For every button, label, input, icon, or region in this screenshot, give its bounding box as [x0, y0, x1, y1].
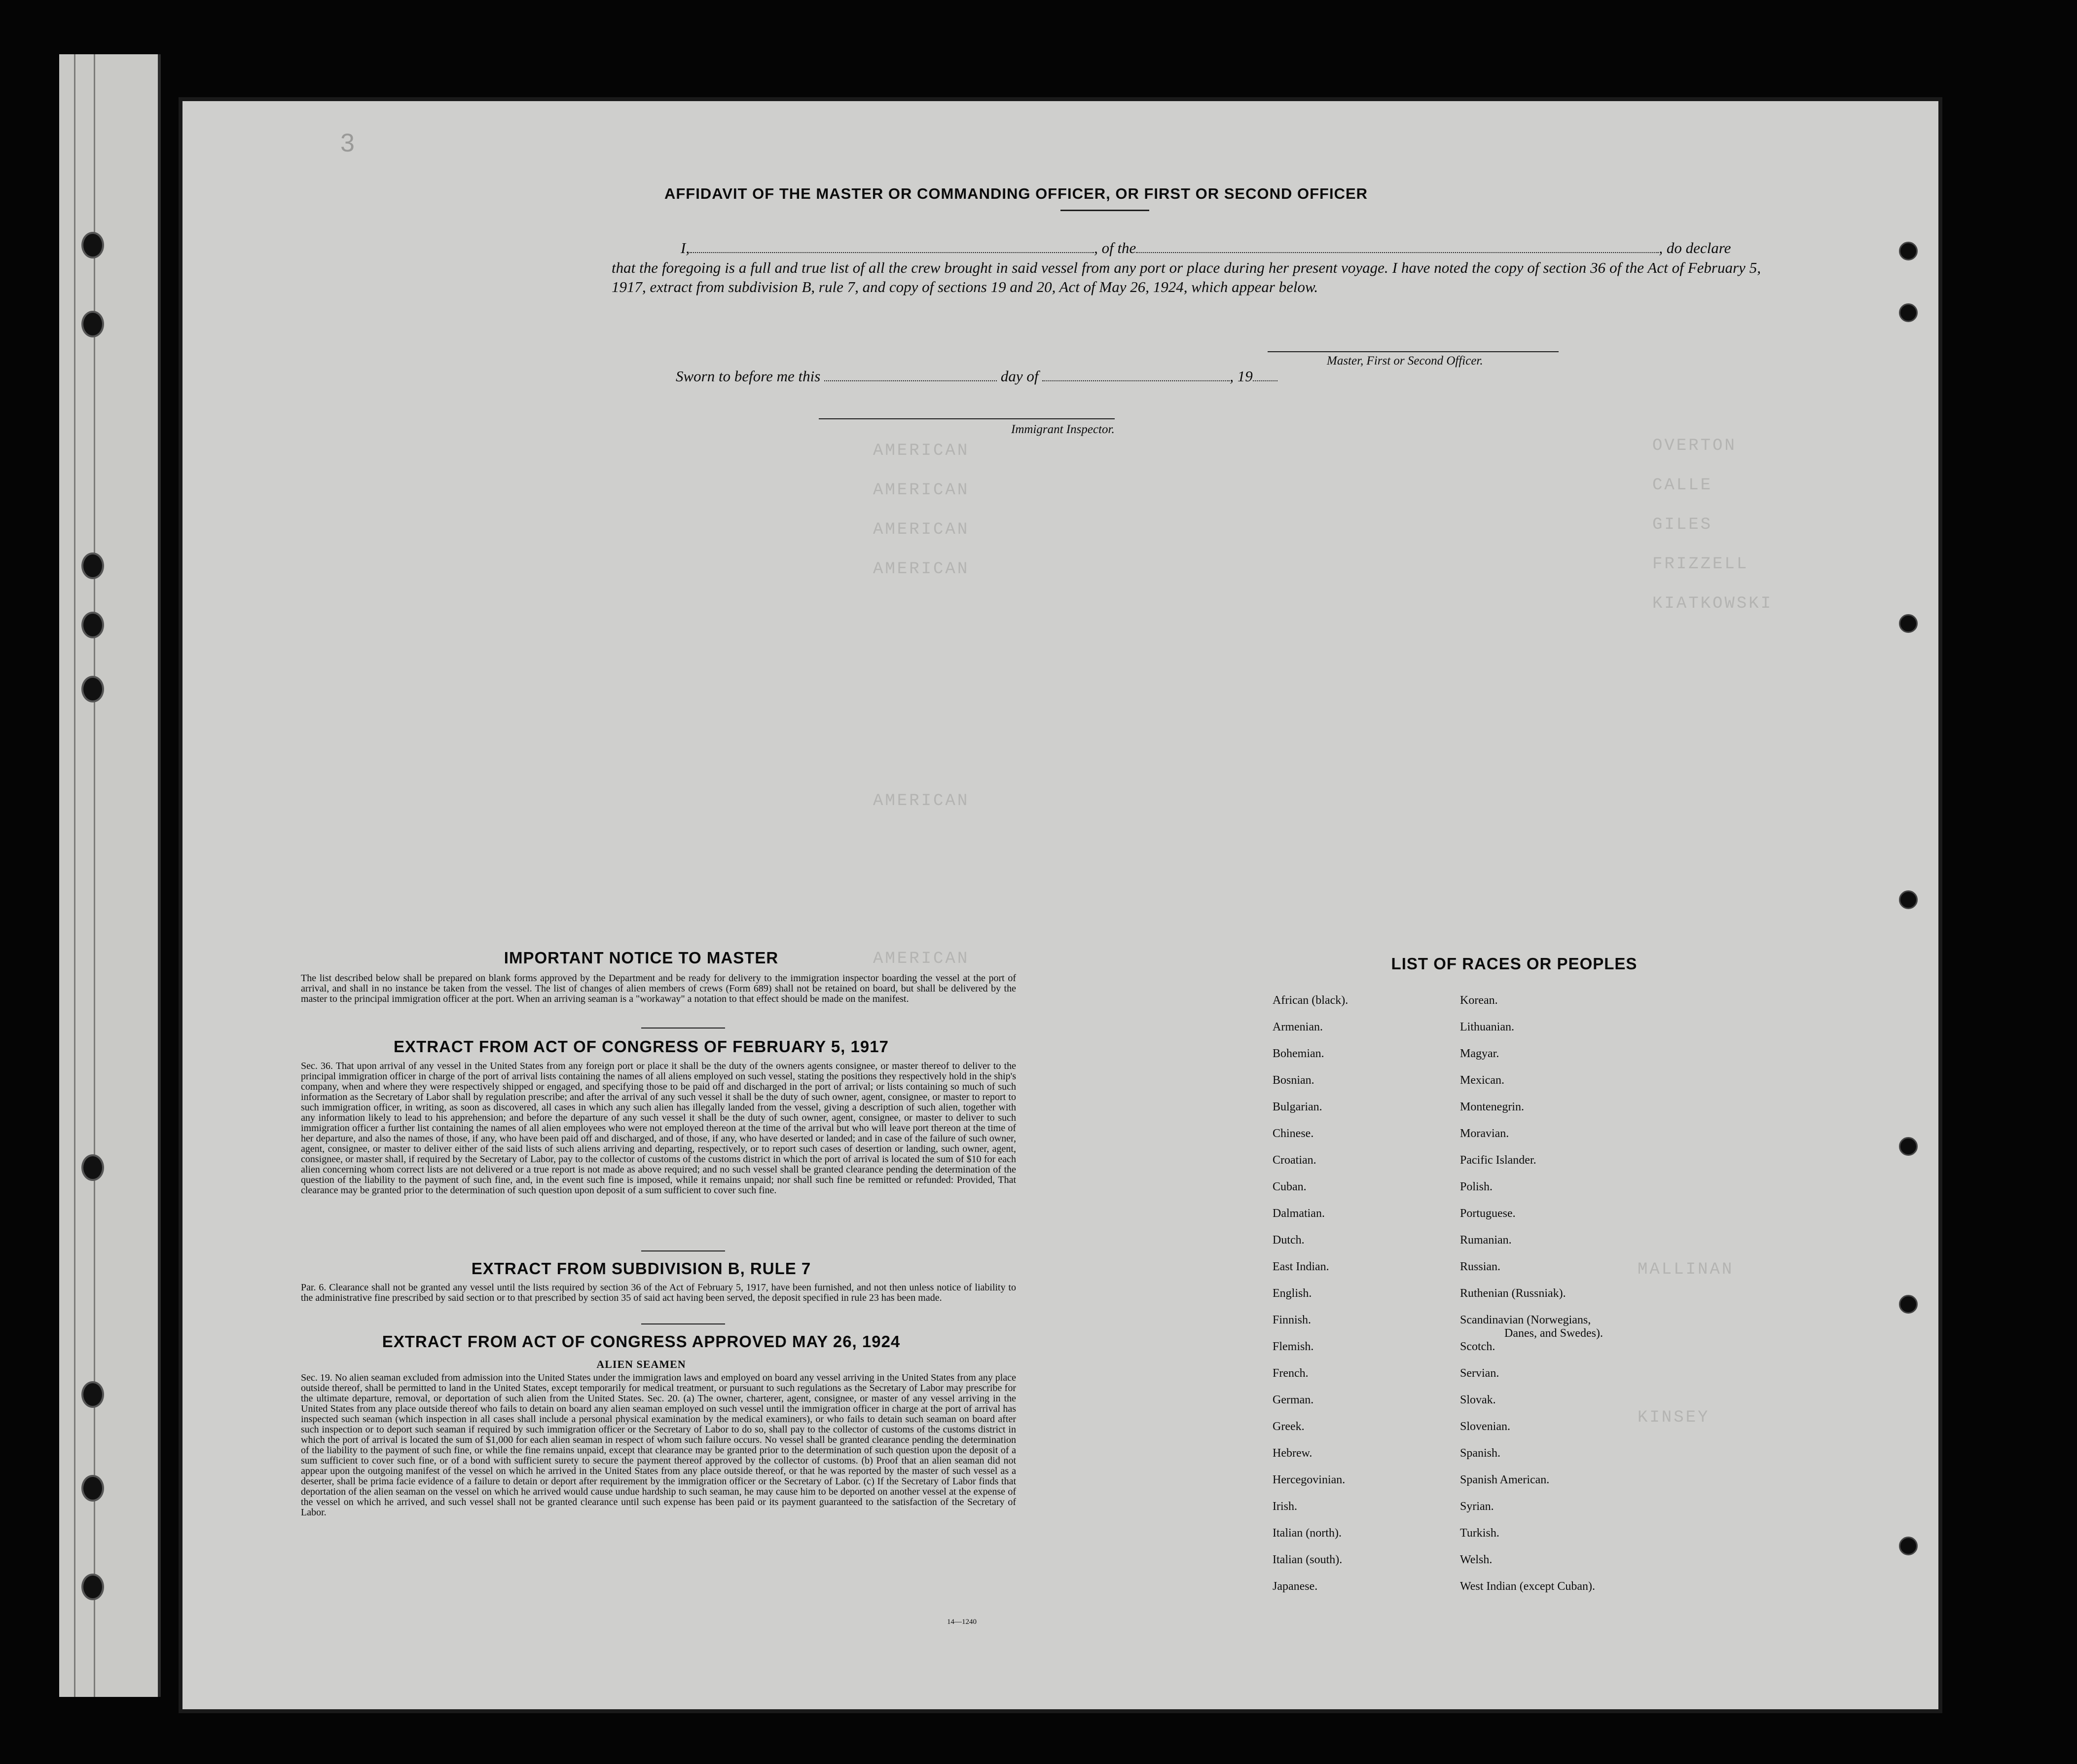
- race-right: Korean.: [1460, 994, 1498, 1007]
- race-left: African (black).: [1273, 994, 1348, 1007]
- affidavit-i: I,: [681, 239, 690, 257]
- section-divider: [641, 1250, 725, 1251]
- race-right: Mexican.: [1460, 1074, 1504, 1087]
- race-left: Japanese.: [1273, 1580, 1318, 1593]
- race-left: Bosnian.: [1273, 1074, 1314, 1087]
- race-left: Italian (south).: [1273, 1553, 1343, 1566]
- bleed-through: AMERICAN: [873, 520, 970, 539]
- race-right: Portuguese.: [1460, 1207, 1516, 1220]
- extract-1924-title: EXTRACT FROM ACT OF CONGRESS APPROVED MAY 26, 1924: [382, 1332, 901, 1351]
- binder-hole: [81, 552, 104, 579]
- bleed-through: AMERICAN: [873, 560, 970, 579]
- rule7-text: Par. 6. Clearance shall not be granted any vessel until the lists required by section 36 of the Act of February 5, 1917, have been furnished, and not then unless notice of liability to the administrative fine prescribed by said section or to that prescribed by section 35 of said act having been served, the deposit specified in rule 23 has been made.: [301, 1282, 1016, 1303]
- race-right: Welsh.: [1460, 1553, 1493, 1566]
- race-right: Russian.: [1460, 1260, 1501, 1273]
- binder-strip: [59, 54, 161, 1697]
- race-right: Pacific Islander.: [1460, 1154, 1536, 1167]
- binder-edge: [94, 54, 95, 1697]
- race-right: Montenegrin.: [1460, 1101, 1524, 1113]
- race-left: Flemish.: [1273, 1340, 1314, 1353]
- race-right: Spanish American.: [1460, 1473, 1550, 1486]
- race-right: Magyar.: [1460, 1047, 1499, 1060]
- punch-hole: [1899, 242, 1918, 260]
- punch-hole: [1899, 303, 1918, 322]
- race-right: Polish.: [1460, 1180, 1493, 1193]
- bleed-through: MALLINAN: [1638, 1260, 1734, 1279]
- inspector-label: Immigrant Inspector.: [1011, 423, 1115, 436]
- punch-hole: [1899, 890, 1918, 909]
- rule7-title: EXTRACT FROM SUBDIVISION B, RULE 7: [471, 1259, 811, 1278]
- sworn-line: [676, 368, 1277, 385]
- vessel-field[interactable]: [1136, 247, 1659, 253]
- bleed-through: GILES: [1652, 515, 1713, 534]
- race-left: Bulgarian.: [1273, 1101, 1322, 1113]
- race-left: Chinese.: [1273, 1127, 1314, 1140]
- binder-hole: [81, 1154, 104, 1181]
- title-underline: [1060, 210, 1149, 211]
- extract-1924-text: Sec. 19. No alien seaman excluded from admission into the United States under the immigration laws and employed on board any vessel arriving in the United States from any place outside thereof, shall be permitted to land in the United States, except temporarily for medical treatment, or pursuant to such regulations as the Secretary of Labor may prescribe for the ultimate departure, removal, or deportation of such alien from the United States. Sec. 20. (a) The owner, charterer, agent, consignee, or master of any vessel arriving in the United States from any place outside thereof who fails to detain on board any alien seaman employed on such vessel until the immigration officer in charge at the port of arrival has inspected such seaman (which inspection in all cases shall include a personal physical examination by the medical examiners), or who fails to detain such seaman on board after such inspection or to deport such seaman if required by such immigration officer or the Secretary of Labor to do so, shall pay to the collector of customs of the customs district in which the port of arrival is located the sum of $1,000 for each alien seaman in respect of whom such failure occurs. No vessel shall be granted clearance pending the determination of the liability to the payment of such fine, or while the fine remains unpaid, except that clearance may be granted prior to the determination of such question upon the deposit of a sum sufficient to cover such fine, or of a bond with sufficient surety to secure the payment thereof approved by the collector of customs. (b) Proof that an alien seaman did not appear upon the outgoing manifest of the vessel on which he arrived in the United States from any place outside thereof, or that he was reported by the master of such vessel as a deserter, shall be prima facie evidence of a failure to detain or deport after requirement by the immigration officer or the Secretary of Labor. (c) If the Secretary of Labor finds that deportation of the alien seaman on the vessel on which he arrived would cause undue hardship to such seaman, he may cause him to be deported on another vessel at the expense of the vessel on which he arrived, and such vessel shall not be granted clearance until such expense has been paid or its payment guaranteed to the satisfaction of the Secretary of Labor.: [301, 1372, 1016, 1518]
- bleed-through: OVERTON: [1652, 437, 1737, 455]
- binder-hole: [81, 612, 104, 638]
- notice-title: IMPORTANT NOTICE TO MASTER: [504, 949, 779, 967]
- manifest-page: [182, 101, 1938, 1709]
- race-left: Croatian.: [1273, 1154, 1316, 1167]
- race-left: Cuban.: [1273, 1180, 1307, 1193]
- bleed-through: KIATKOWSKI: [1652, 594, 1773, 613]
- race-left: Bohemian.: [1273, 1047, 1324, 1060]
- race-left: Finnish.: [1273, 1314, 1312, 1326]
- year-label: , 19: [1230, 368, 1253, 385]
- punch-hole: [1899, 1537, 1918, 1555]
- affidavit-body: that the foregoing is a full and true list of all the crew brought in said vessel from any port or place during her present voyage. I have noted the copy of section 36 of the Act of February 5, 1917, extract from subdivision B, rule 7, and copy of sections 19 and 20, Act of May 26, 1924, which appear below.: [612, 259, 1761, 295]
- race-right: Ruthenian (Russniak).: [1460, 1287, 1566, 1300]
- sworn-day-field[interactable]: [824, 375, 997, 381]
- punch-hole: [1899, 1295, 1918, 1314]
- race-right: Slovenian.: [1460, 1420, 1510, 1433]
- binder-edge: [74, 54, 75, 1697]
- affidavit-title: AFFIDAVIT OF THE MASTER OR COMMANDING OFFICER, OR FIRST OR SECOND OFFICER: [664, 185, 1368, 202]
- bleed-through: AMERICAN: [873, 481, 970, 500]
- form-number: 14—1240: [947, 1618, 977, 1626]
- binder-hole: [81, 311, 104, 337]
- binder-hole: [81, 232, 104, 258]
- race-right: Slovak.: [1460, 1394, 1496, 1406]
- punch-hole: [1899, 614, 1918, 633]
- race-right: Spanish.: [1460, 1447, 1501, 1460]
- race-left: East Indian.: [1273, 1260, 1329, 1273]
- race-left: Italian (north).: [1273, 1527, 1342, 1540]
- race-left: German.: [1273, 1394, 1314, 1406]
- race-left: Armenian.: [1273, 1021, 1323, 1033]
- alien-seamen-subtitle: ALIEN SEAMEN: [596, 1358, 686, 1370]
- affidavit-line1: [681, 239, 1731, 257]
- race-right: Syrian.: [1460, 1500, 1494, 1513]
- race-left: Dutch.: [1273, 1234, 1305, 1247]
- race-left: Dalmatian.: [1273, 1207, 1325, 1220]
- races-title: LIST OF RACES OR PEOPLES: [1391, 955, 1638, 973]
- section-divider: [641, 1323, 725, 1324]
- race-right: Moravian.: [1460, 1127, 1509, 1140]
- bleed-through: KINSEY: [1638, 1408, 1710, 1427]
- name-field[interactable]: [690, 247, 1094, 253]
- race-left: Greek.: [1273, 1420, 1305, 1433]
- race-right: Scandinavian (Norwegians,: [1460, 1314, 1591, 1326]
- sworn-year-field[interactable]: [1253, 375, 1277, 381]
- bleed-through: FRIZZELL: [1652, 555, 1749, 574]
- section-divider: [641, 1028, 725, 1029]
- master-label: Master, First or Second Officer.: [1327, 354, 1483, 368]
- bleed-through: AMERICAN: [873, 441, 970, 460]
- race-right: Turkish.: [1460, 1527, 1499, 1540]
- race-left: Hebrew.: [1273, 1447, 1312, 1460]
- race-right: Lithuanian.: [1460, 1021, 1514, 1033]
- bleed-through: AMERICAN: [873, 792, 970, 810]
- page-number: 3: [340, 129, 355, 157]
- binder-hole: [81, 1381, 104, 1408]
- race-left: French.: [1273, 1367, 1309, 1380]
- sworn-label: Sworn to before me this: [676, 368, 821, 385]
- master-signature-line[interactable]: [1268, 351, 1559, 352]
- bleed-through: CALLE: [1652, 476, 1713, 495]
- affidavit-of-the: , of the: [1094, 239, 1136, 257]
- race-right-continuation: Danes, and Swedes).: [1504, 1327, 1603, 1340]
- binder-hole: [81, 1475, 104, 1502]
- sworn-month-field[interactable]: [1042, 375, 1230, 381]
- extract-1917-title: EXTRACT FROM ACT OF CONGRESS OF FEBRUARY 5, 1917: [394, 1037, 889, 1056]
- punch-hole: [1899, 1137, 1918, 1156]
- race-right: Servian.: [1460, 1367, 1499, 1380]
- extract-1917-text: Sec. 36. That upon arrival of any vessel in the United States from any foreign port or place it shall be the duty of the owners agents consignee, or master thereof to deliver to the principal immigration officer in charge of the port of arrival lists containing the names of all aliens employed on such vessel, stating the positions they respectively hold in the ship's company, when and where they were respectively shipped or engaged, and specifying those to be paid off and discharged in the port of arrival; or lists containing so much of such information as the Secretary of Labor shall by regulation prescribe; and after the arrival of any such vessel it shall be the duty of such owner, agent, consignee, or master to report to such immigration officer, in writing, as soon as discovered, all cases in which any such alien has illegally landed from the vessel, giving a description of such alien, together with any information likely to lead to his apprehension; and before the departure of any such vessel it shall be the duty of such owner, agent, consignee, or master to deliver to such immigration officer a further list containing the names of all alien employees who were not employed thereon at the time of the arrival but who will leave port thereon at the time of her departure, and also the names of those, if any, who have been paid off and discharged, and of those, if any, who have deserted or landed; and in case of the failure of such owner, agent, consignee, or master to deliver either of the said lists of such aliens arriving and departing, respectively, or to report such cases of desertion or landing, such owner, agent, consignee, or master shall, if required by the Secretary of Labor, pay to the collector of customs of the customs district in which the port of arrival is located the sum of $10 for each alien concerning whom correct lists are not delivered or a true report is not made as above required; and no such vessel shall be granted clearance pending the determination of the question of the liability to the payment of such fine, and, in the event such fine is imposed, while it remains unpaid; nor shall such fine be remitted or refunded: Provided, That clearance may be granted prior to the determination of such question upon deposit of a sum sufficient to cover such fine.: [301, 1061, 1016, 1196]
- binder-hole: [81, 1574, 104, 1600]
- notice-text: The list described below shall be prepared on blank forms approved by the Department and be ready for delivery to the immigration inspector boarding the vessel at the port of arrival, and shall in no instance be taken from the vessel. The list of changes of alien members of crews (Form 689) shall not be retained on board, but shall be delivered by the master to the principal immigration officer at the port. When an arriving seaman is a "workaway" a notation to that effect should be made on the manifest.: [301, 973, 1016, 1004]
- race-right: West Indian (except Cuban).: [1460, 1580, 1595, 1593]
- race-right: Scotch.: [1460, 1340, 1495, 1353]
- race-left: Irish.: [1273, 1500, 1297, 1513]
- affidavit-declare: , do declare: [1659, 239, 1731, 257]
- inspector-signature-line[interactable]: [819, 418, 1115, 419]
- day-of-label: day of: [1000, 368, 1039, 385]
- race-right: Rumanian.: [1460, 1234, 1512, 1247]
- race-left: Hercegovinian.: [1273, 1473, 1346, 1486]
- binder-hole: [81, 676, 104, 702]
- bleed-through: AMERICAN: [873, 950, 970, 968]
- race-left: English.: [1273, 1287, 1312, 1300]
